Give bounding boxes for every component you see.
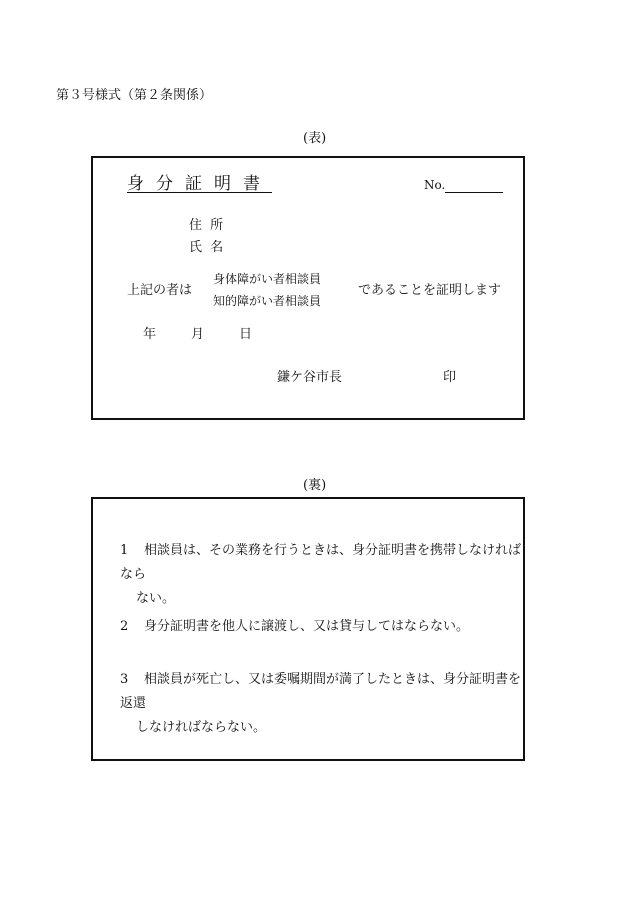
name-label: 氏 名	[189, 240, 226, 255]
item-number: 1	[120, 543, 129, 558]
item-text-line: 相談員が死亡し、又は委嘱期間が満了したときは、身分証明書を返還	[120, 672, 522, 711]
certify-suffix: であることを証明します	[358, 283, 502, 298]
item-text-continuation: ない。	[136, 591, 176, 606]
item-text-line: 身分証明書を他人に譲渡し、又は貸与してはならない。	[144, 619, 470, 634]
back-item-2	[120, 615, 525, 639]
number-blank-line	[445, 178, 503, 193]
form-number-label: 第３号様式（第２条関係）	[56, 88, 213, 103]
back-item-1	[120, 539, 525, 611]
certificate-number-field	[424, 177, 503, 193]
back-item-3	[120, 668, 525, 740]
item-number: 3	[120, 672, 129, 687]
address-label: 住 所	[189, 218, 226, 233]
certify-prefix: 上記の者は	[127, 283, 193, 298]
date-day-label: 日	[239, 327, 253, 342]
number-label: No.	[424, 178, 446, 192]
item-text-continuation: しなければならない。	[136, 720, 267, 735]
role-intellectual: 知的障がい者相談員	[213, 294, 322, 308]
item-number: 2	[120, 619, 129, 634]
date-month-label: 月	[191, 327, 205, 342]
issuer-label: 鎌ケ谷市長	[277, 370, 343, 385]
front-heading: (表)	[303, 131, 327, 146]
seal-label: 印	[443, 370, 457, 385]
certificate-title: 身分証明書	[127, 174, 272, 194]
item-text-line: 相談員は、その業務を行うときは、身分証明書を携帯しなければなら	[120, 543, 522, 582]
role-physical: 身体障がい者相談員	[213, 272, 322, 286]
back-heading: (裏)	[303, 478, 327, 493]
date-year-label: 年	[143, 327, 157, 342]
